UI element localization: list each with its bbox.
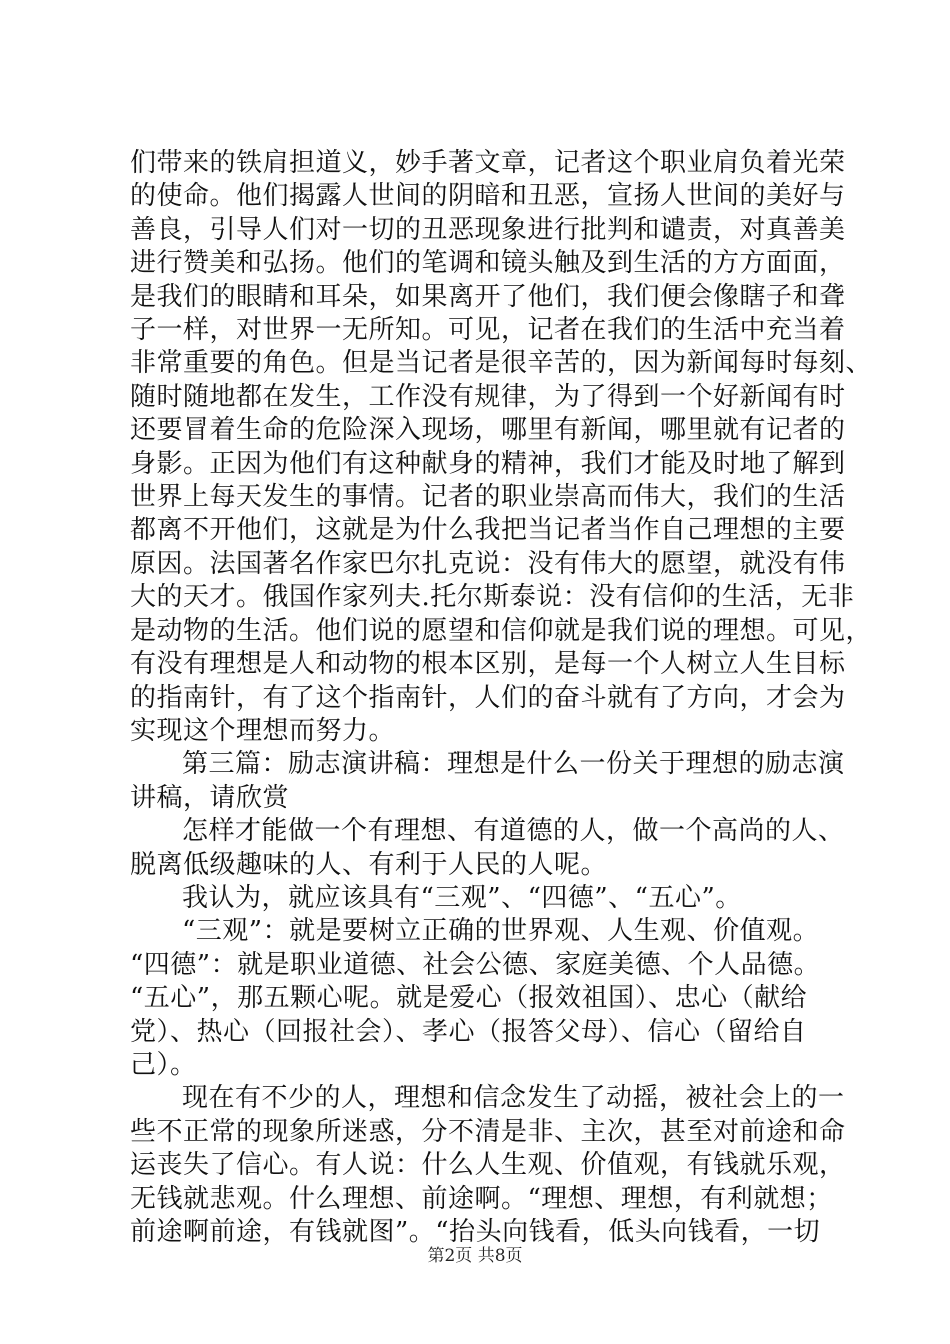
text-line: 身影。正因为他们有这种献身的精神，我们才能及时地了解到: [130, 448, 846, 479]
text-line: “四德”：就是职业道德、社会公德、家庭美德、个人品德。: [130, 949, 821, 980]
text-line: 怎样才能做一个有理想、有道德的人，做一个高尚的人、: [182, 816, 845, 847]
text-line: 些不正常的现象所迷惑，分不清是非、主次，甚至对前途和命: [130, 1116, 846, 1147]
text-line: “五心”，那五颗心呢。就是爱心（报效祖国）、忠心（献给: [130, 983, 808, 1014]
text-line: 原因。法国著名作家巴尔扎克说：没有伟大的愿望，就没有伟: [130, 548, 846, 579]
text-line: “三观”：就是要树立正确的世界观、人生观、价值观。: [182, 916, 820, 947]
text-line: 是动物的生活。他们说的愿望和信仰就是我们说的理想。可见，: [130, 615, 873, 646]
text-line: 善良，引导人们对一切的丑恶现象进行批判和谴责，对真善美: [130, 214, 846, 245]
text-line: 有没有理想是人和动物的根本区别，是每一个人树立人生目标: [130, 649, 846, 680]
text-line: 党）、热心（回报社会）、孝心（报答父母）、信心（留给自: [130, 1016, 807, 1047]
text-line: 的使命。他们揭露人世间的阴暗和丑恶，宣扬人世间的美好与: [130, 181, 846, 212]
text-line: 第三篇：励志演讲稿：理想是什么一份关于理想的励志演: [182, 749, 845, 780]
text-line: 还要冒着生命的危险深入现场，哪里有新闻，哪里就有记者的: [130, 415, 846, 446]
text-line: 非常重要的角色。但是当记者是很辛苦的，因为新闻每时每刻、: [130, 348, 873, 379]
text-line: 讲稿，请欣赏: [130, 782, 290, 813]
text-line: 我认为，就应该具有“三观”、“四德”、“五心”。: [182, 882, 742, 913]
text-line: 随时随地都在发生，工作没有规律，为了得到一个好新闻有时: [130, 381, 846, 412]
text-line: 都离不开他们，这就是为什么我把当记者当作自己理想的主要: [130, 515, 846, 546]
text-line: 进行赞美和弘扬。他们的笔调和镜头触及到生活的方方面面，: [130, 248, 846, 279]
text-line: 大的天才。俄国作家列夫.托尔斯泰说：没有信仰的生活，无非: [130, 582, 855, 613]
document-body: [130, 147, 873, 1249]
text-line: 运丧失了信心。有人说：什么人生观、价值观，有钱就乐观，: [130, 1150, 846, 1181]
text-line: 世界上每天发生的事情。记者的职业崇高而伟大，我们的生活: [130, 482, 846, 513]
text-line: 脱离低级趣味的人、有利于人民的人呢。: [130, 849, 608, 880]
text-line: 子一样，对世界一无所知。可见，记者在我们的生活中充当着: [130, 315, 846, 346]
text-line: 现在有不少的人，理想和信念发生了动摇，被社会上的一: [182, 1083, 845, 1114]
page-footer: 第2页 共8页: [427, 1246, 523, 1266]
text-line: 前途啊前途，有钱就图”。“抬头向钱看，低头向钱看，一切: [130, 1217, 821, 1247]
text-line: 们带来的铁肩担道义，妙手著文章，记者这个职业肩负着光荣: [130, 148, 846, 178]
text-line: 己）。: [130, 1049, 197, 1080]
text-line: 实现这个理想而努力。: [130, 715, 396, 746]
text-line: 是我们的眼睛和耳朵，如果离开了他们，我们便会像瞎子和聋: [130, 281, 846, 312]
text-line: 无钱就悲观。什么理想、前途啊。“理想、理想，有利就想；: [130, 1183, 833, 1214]
text-line: 的指南针，有了这个指南针，人们的奋斗就有了方向，才会为: [130, 682, 846, 713]
